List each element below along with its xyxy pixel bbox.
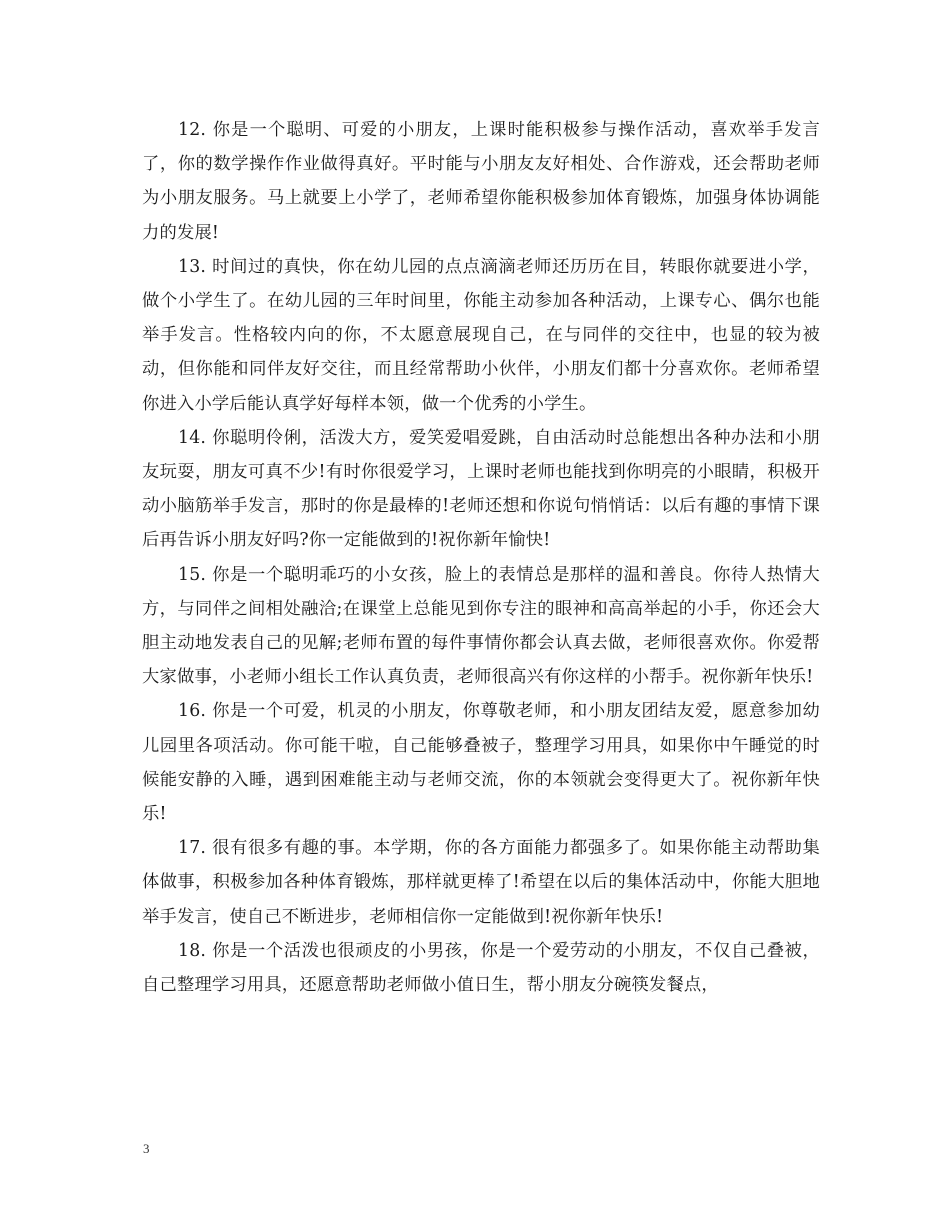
paragraph-12: 12. 你是一个聪明、可爱的小朋友，上课时能积极参与操作活动，喜欢举手发言了，你的数学操作作业做得真好。平时能与小朋友友好相处、合作游戏，还会帮助老师为小朋友服务。马上就要上小学了，老师希望你能积极参加体育锻炼，加强身体协调能力的发展!	[142, 120, 820, 243]
document-body	[142, 113, 820, 1002]
page-number: 3	[143, 1141, 150, 1156]
paragraph-15: 15. 你是一个聪明乖巧的小女孩，脸上的表情总是那样的温和善良。你待人热情大方，与同伴之间相处融洽;在课堂上总能见到你专注的眼神和高高举起的小手，你还会大胆主动地发表自己的见解;老师布置的每件事情你都会认真去做，老师很喜欢你。你爱帮大家做事，小老师小组长工作认真负责，老师很高兴有你这样的小帮手。祝你新年快乐!	[142, 564, 820, 688]
paragraph-14: 14. 你聪明伶俐，活泼大方，爱笑爱唱爱跳，自由活动时总能想出各种办法和小朋友玩耍，朋友可真不少!有时你很爱学习，上课时老师也能找到你明亮的小眼睛，积极开动小脑筋举手发言，那时的你是最棒的!老师还想和你说句悄悄话：以后有趣的事情下课后再告诉小朋友好吗?你一定能做到的!祝你新年愉快!	[142, 427, 820, 551]
paragraph-13: 13. 时间过的真快，你在幼儿园的点点滴滴老师还历历在目，转眼你就要进小学，做个小学生了。在幼儿园的三年时间里，你能主动参加各种活动，上课专心、偶尔也能举手发言。性格较内向的你，不太愿意展现自己，在与同伴的交往中，也显的较为被动，但你能和同伴友好交往，而且经常帮助小伙伴，小朋友们都十分喜欢你。老师希望你进入小学后能认真学好每样本领，做一个优秀的小学生。	[142, 256, 820, 414]
paragraph-18: 18. 你是一个活泼也很顽皮的小男孩，你是一个爱劳动的小朋友，不仅自己叠被，自己整理学习用具，还愿意帮助老师做小值日生，帮小朋友分碗筷发餐点，	[142, 940, 820, 996]
paragraph-16: 16. 你是一个可爱，机灵的小朋友，你尊敬老师，和小朋友团结友爱，愿意参加幼儿园里各项活动。你可能干啦，自己能够叠被子，整理学习用具，如果你中午睡觉的时候能安静的入睡，遇到困难能主动与老师交流，你的本领就会变得更大了。祝你新年快乐!	[142, 701, 820, 825]
paragraph-17: 17. 很有很多有趣的事。本学期，你的各方面能力都强多了。如果你能主动帮助集体做事，积极参加各种体育锻炼，那样就更棒了!希望在以后的集体活动中，你能大胆地举手发言，使自己不断进步，老师相信你一定能做到!祝你新年快乐!	[142, 838, 820, 927]
